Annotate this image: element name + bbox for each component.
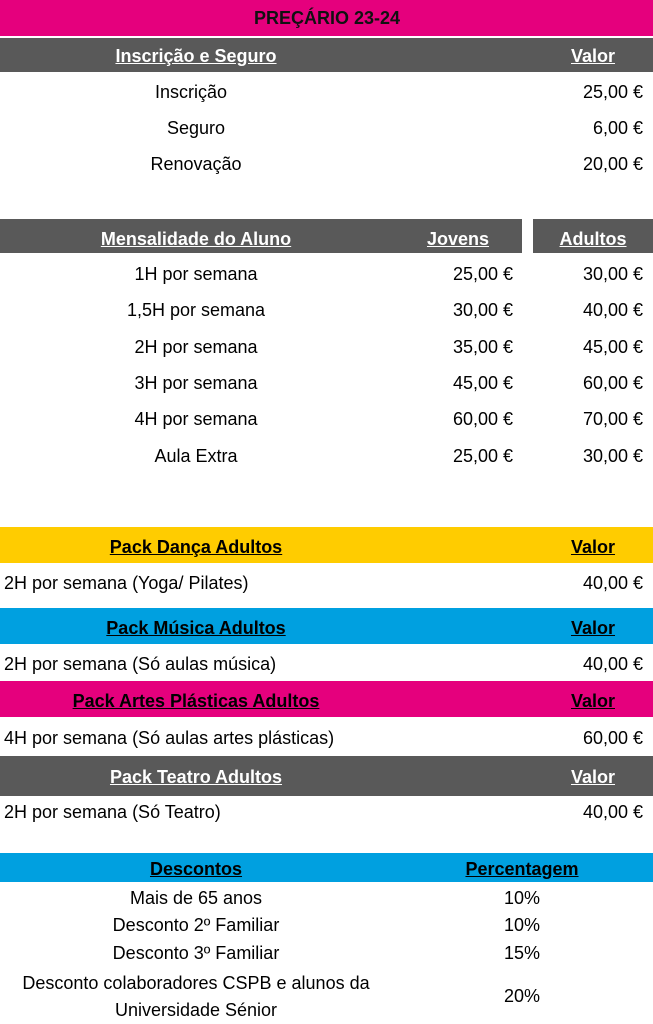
pack-artes-value: 60,00 € bbox=[582, 728, 643, 748]
desconto-row-value: 15% bbox=[503, 943, 541, 963]
inscricao-row-label: Renovação bbox=[150, 154, 242, 174]
mensalidade-row-jovens: 35,00 € bbox=[452, 337, 513, 357]
mensalidade-row-label: 1H por semana bbox=[134, 264, 258, 284]
pack-teatro-label: 2H por semana (Só Teatro) bbox=[4, 802, 221, 822]
inscricao-row-label: Seguro bbox=[166, 118, 226, 138]
pack-musica-header: Pack Música Adultos bbox=[106, 618, 286, 638]
mensalidade-row-label: 1,5H por semana bbox=[126, 300, 266, 320]
inscricao-value-header: Valor bbox=[570, 46, 616, 66]
pack-teatro-value: 40,00 € bbox=[582, 802, 643, 822]
pack-teatro-header: Pack Teatro Adultos bbox=[109, 767, 283, 787]
descontos-header: Descontos bbox=[149, 859, 243, 879]
pack-danca-value-header: Valor bbox=[570, 537, 616, 557]
pack-teatro-header-bar bbox=[0, 756, 653, 796]
desconto-row-value: 10% bbox=[503, 888, 541, 908]
mensalidade-header: Mensalidade do Aluno bbox=[100, 229, 292, 249]
mensalidade-row-adultos: 40,00 € bbox=[582, 300, 643, 320]
pack-danca-label: 2H por semana (Yoga/ Pilates) bbox=[4, 573, 249, 593]
mensalidade-row-label: Aula Extra bbox=[154, 446, 238, 466]
mensalidade-row-jovens: 60,00 € bbox=[452, 409, 513, 429]
mensalidade-row-label: 4H por semana bbox=[134, 409, 258, 429]
inscricao-row-label: Inscrição bbox=[154, 82, 228, 102]
pack-artes-value-header: Valor bbox=[570, 691, 616, 711]
pack-artes-header: Pack Artes Plásticas Adultos bbox=[72, 691, 320, 711]
desconto-row-label: Desconto 3º Familiar bbox=[112, 943, 280, 963]
desconto-row-label: Desconto 2º Familiar bbox=[112, 915, 280, 935]
inscricao-header: Inscrição e Seguro bbox=[115, 46, 277, 66]
inscricao-header-bar bbox=[0, 38, 653, 72]
mensalidade-row-adultos: 45,00 € bbox=[582, 337, 643, 357]
pack-musica-value: 40,00 € bbox=[582, 654, 643, 674]
mensalidade-row-adultos: 30,00 € bbox=[582, 264, 643, 284]
pack-danca-header-bar bbox=[0, 527, 653, 563]
mensalidade-row-adultos: 60,00 € bbox=[582, 373, 643, 393]
desconto-row-label-line1: Desconto colaboradores CSPB e alunos da bbox=[22, 973, 370, 993]
pack-danca-header: Pack Dança Adultos bbox=[109, 537, 283, 557]
inscricao-row-value: 6,00 € bbox=[592, 118, 643, 138]
mensalidade-row-label: 2H por semana bbox=[134, 337, 258, 357]
mensalidade-row-jovens: 25,00 € bbox=[452, 264, 513, 284]
mensalidade-row-adultos: 30,00 € bbox=[582, 446, 643, 466]
inscricao-row-value: 20,00 € bbox=[582, 154, 643, 174]
desconto-row-label-line2: Universidade Sénior bbox=[114, 1000, 278, 1020]
pack-musica-label: 2H por semana (Só aulas música) bbox=[4, 654, 277, 674]
mensalidade-adultos-header: Adultos bbox=[559, 229, 627, 249]
pack-teatro-value-header: Valor bbox=[570, 767, 616, 787]
pack-musica-header-bar bbox=[0, 608, 653, 644]
mensalidade-row-jovens: 25,00 € bbox=[452, 446, 513, 466]
pack-musica-value-header: Valor bbox=[570, 618, 616, 638]
desconto-row-value: 20% bbox=[503, 986, 541, 1006]
mensalidade-row-jovens: 30,00 € bbox=[452, 300, 513, 320]
page-title: PREÇÁRIO 23-24 bbox=[253, 8, 401, 28]
mensalidade-row-jovens: 45,00 € bbox=[452, 373, 513, 393]
mensalidade-jovens-header: Jovens bbox=[426, 229, 490, 249]
desconto-row-label: Mais de 65 anos bbox=[129, 888, 263, 908]
mensalidade-row-label: 3H por semana bbox=[134, 373, 258, 393]
mensalidade-row-adultos: 70,00 € bbox=[582, 409, 643, 429]
pack-artes-label: 4H por semana (Só aulas artes plásticas) bbox=[4, 728, 335, 748]
desconto-row-value: 10% bbox=[503, 915, 541, 935]
pack-danca-value: 40,00 € bbox=[582, 573, 643, 593]
descontos-pct-header: Percentagem bbox=[465, 859, 579, 879]
inscricao-row-value: 25,00 € bbox=[582, 82, 643, 102]
